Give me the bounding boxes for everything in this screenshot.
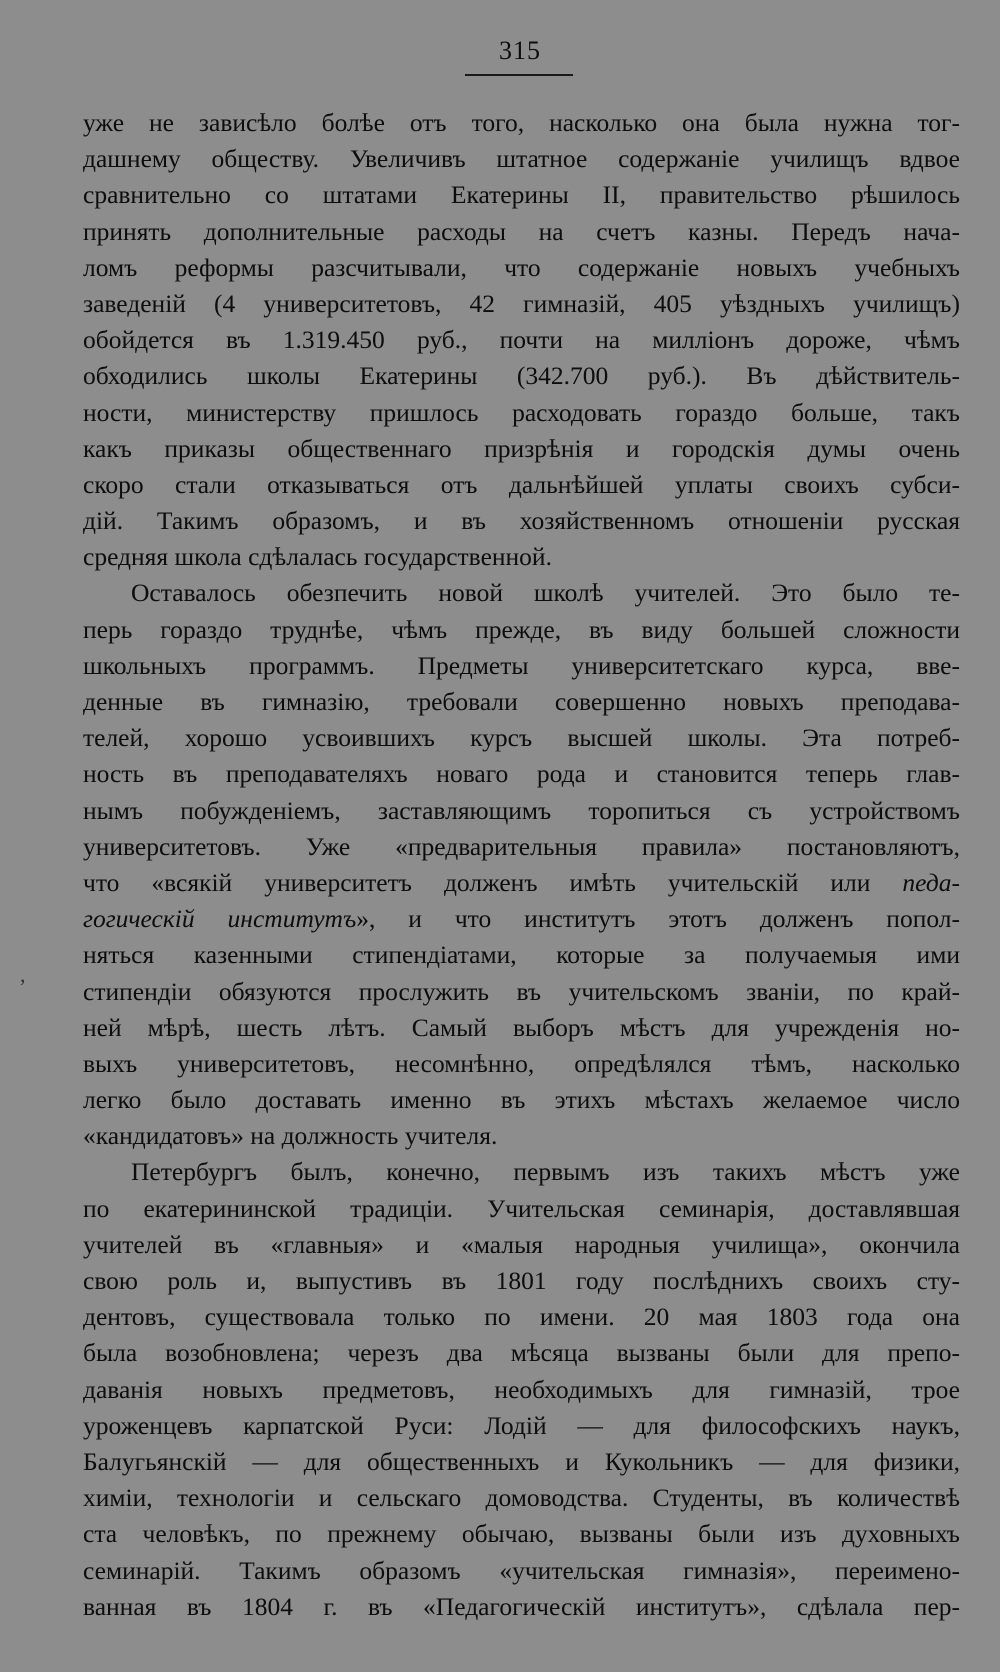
text-line: няться казенными стипендiатами, которые за получаемыя ими [83,940,960,970]
text-line: учителей въ «главныя» и «малыя народныя училища», окончила [83,1229,960,1259]
text-line: по екатерининской традицiи. Учительская семинарiя, доставлявшая [83,1193,960,1223]
paragraph-3 [83,1154,960,1624]
text-line: какъ приказы общественнаго призрѣнiя и городскiя думы очень [83,433,960,463]
text-line: школьныхъ программъ. Предметы университетскаго курса, вве- [83,650,960,680]
text-segment: что «всякiй университетъ долженъ имѣть учительскiй или [83,867,903,897]
text-line: уроженцевъ карпатской Руси: Лодiй — для философскихъ наукъ, [83,1410,960,1440]
text-line: легко было доставать именно въ этихъ мѣстахъ желаемое число [83,1085,960,1115]
text-line: семинарiй. Такимъ образомъ «учительская гимназiя», переимено- [83,1555,960,1585]
text-line: стипендiи обязуются прослужить въ учительскомъ званiи, по край- [83,976,960,1006]
text-line: сравнительно со штатами Екатерины II, правительство рѣшилось [83,180,960,210]
page-number-rule [465,74,573,76]
body-text [83,105,960,1625]
text-line: телей, хорошо усвоившихъ курсъ высшей школы. Эта потреб- [83,723,960,753]
text-line: ней мѣрѣ, шесть лѣтъ. Самый выборъ мѣстъ для учрежденiя но- [83,1012,960,1042]
text-line: нымъ побужденiемъ, заставляющимъ торопиться съ устройствомъ [83,795,960,825]
text-line: Балугьянскiй — для общественныхъ и Кукольникъ — для физики, [83,1446,960,1476]
text-line: свою роль и, выпустивъ въ 1801 году послѣднихъ своихъ сту- [83,1266,960,1295]
italic-phrase: гогическiй институтъ [83,904,357,934]
text-line: уже не зависѣло болѣе отъ того, насколько она была нужна тог- [83,108,960,137]
margin-mark: , [20,962,26,987]
text-line: денные въ гимназiю, требовали совершенно новыхъ преподава- [83,687,960,716]
text-line: «кандидатовъ» на должность учителя. [83,1121,498,1151]
text-line: химiи, технологiи и сельскаго домоводства. Студенты, въ количествѣ [83,1483,960,1513]
text-line: университетовъ. Уже «предварительныя правила» постановляютъ, [83,831,960,861]
text-line: выхъ университетовъ, несомнѣнно, опредѣлялся тѣмъ, насколько [83,1048,960,1078]
text-line: ванная въ 1804 г. въ «Педагогическiй институтъ», сдѣлала пер- [83,1591,960,1621]
text-line: обходились школы Екатерины (342.700 руб.). Въ дѣйствитель- [83,361,960,391]
text-line: даванiя новыхъ предметовъ, необходимыхъ для гимназiй, трое [83,1374,960,1404]
text-line-italic-tail [83,865,960,901]
text-line: была возобновлена; черезъ два мѣсяца вызваны были для препо- [83,1338,960,1368]
page-number: 315 [499,36,541,65]
text-line: средняя школа сдѣлалась государственной. [83,542,552,572]
paragraph-2 [83,575,960,1154]
text-line: ность въ преподавателяхъ новаго рода и становится теперь глав- [83,759,960,789]
text-line: перь гораздо труднѣе, чѣмъ прежде, въ виду большей сложности [83,614,960,644]
text-line: принять дополнительные расходы на счетъ казны. Передъ нача- [83,216,960,246]
italic-phrase: педа- [902,867,960,897]
text-line: дiй. Такимъ образомъ, и въ хозяйственномъ отношенiи русская [83,506,960,536]
text-line: ста человѣкъ, по прежнему обычаю, вызваны были изъ духовныхъ [83,1519,960,1549]
text-line-italic-head [83,901,960,937]
text-line: обойдется въ 1.319.450 руб., почти на миллiонъ дороже, чѣмъ [83,325,960,355]
paragraph-1 [83,105,960,575]
text-segment: », и что институтъ этотъ долженъ попол- [356,904,960,934]
text-line: Петербургъ былъ, конечно, первымъ изъ такихъ мѣстъ уже [131,1157,960,1187]
text-line: ности, министерству пришлось расходовать гораздо больше, такъ [83,397,960,427]
text-line: ломъ реформы разсчитывали, что содержанiе новыхъ учебныхъ [83,252,960,282]
text-line: Оставалось обезпечить новой школѣ учителей. Это было те- [131,578,960,608]
text-line: дашнему обществу. Увеличивъ штатное содержанiе училищъ вдвое [83,144,960,174]
text-line: заведенiй (4 университетовъ, 42 гимназiй, 405 уѣздныхъ училищъ) [83,288,960,318]
text-line: скоро стали отказываться отъ дальнѣйшей уплаты своихъ субси- [83,469,960,499]
text-line: дентовъ, существовала только по имени. 20 мая 1803 года она [83,1302,960,1332]
